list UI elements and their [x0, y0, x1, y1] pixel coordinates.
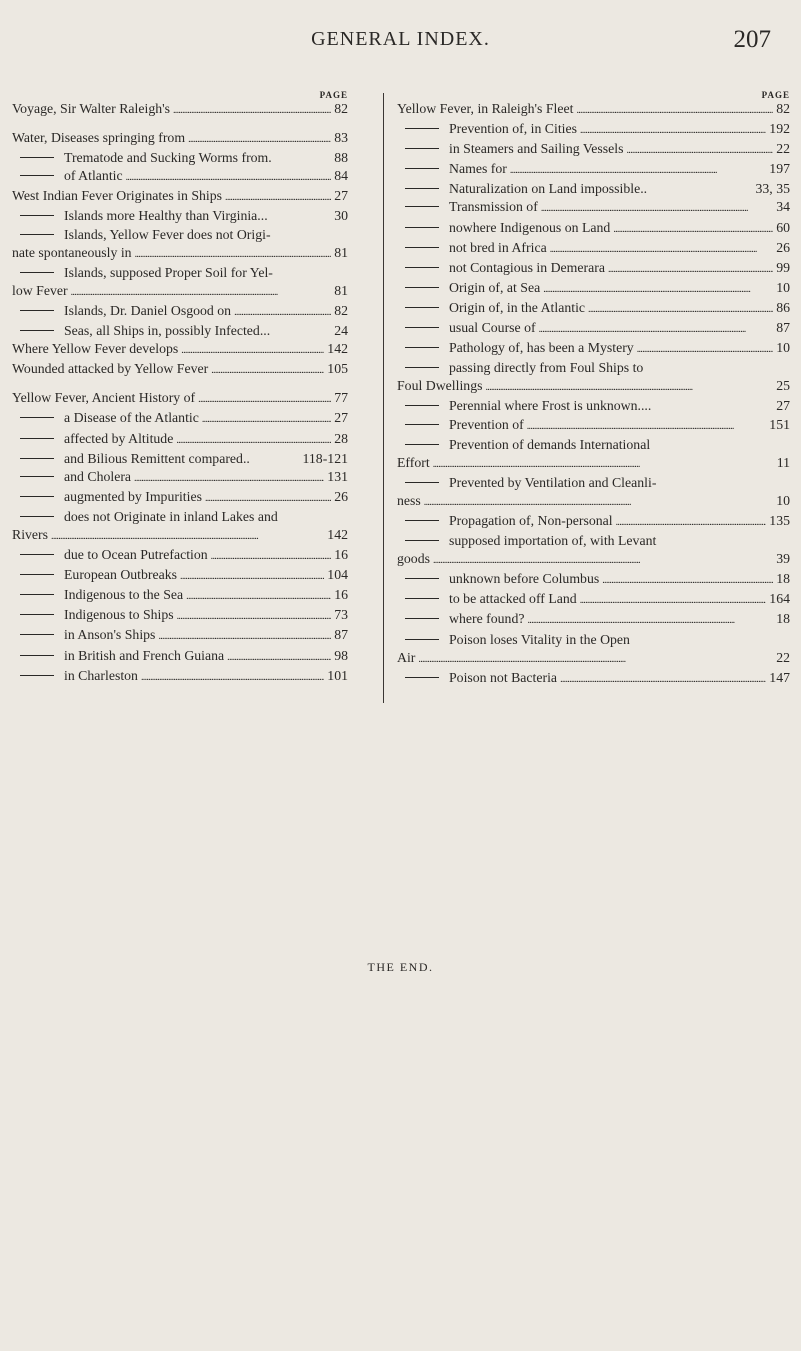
dot-leader [211, 546, 332, 566]
index-entry [12, 526, 348, 546]
dot-leader [211, 360, 324, 380]
index-entry [12, 129, 348, 149]
entry-page-number: 81 [334, 244, 348, 260]
entry-page-number: 27 [776, 398, 790, 414]
index-entry [12, 100, 348, 120]
entry-page-number: 84 [334, 168, 348, 184]
dot-leader [527, 416, 767, 436]
dot-leader [637, 339, 774, 359]
left-entries-list [12, 100, 348, 687]
index-entry [397, 512, 790, 532]
dot-leader [608, 259, 773, 279]
entry-text: Names for [449, 161, 507, 177]
entry-page-number: 142 [327, 526, 348, 542]
entry-text: due to Ocean Putrefaction [64, 547, 208, 563]
entry-text: nate spontaneously in [12, 244, 132, 260]
entry-text: unknown before Columbus [449, 571, 600, 587]
dot-leader [616, 512, 767, 532]
dot-leader [134, 468, 324, 488]
entry-text: Origin of, at Sea [449, 279, 541, 295]
index-entry [12, 207, 348, 225]
page-column-label: PAGE [761, 90, 790, 100]
dot-leader [580, 120, 766, 140]
entry-page-number: 81 [334, 282, 348, 298]
ditto-dash [20, 157, 54, 158]
index-entry [12, 546, 348, 566]
index-entry [397, 416, 790, 436]
index-entry [397, 339, 790, 359]
ditto-dash [405, 347, 439, 348]
entry-text: Indigenous to the Sea [64, 587, 184, 603]
entry-text: Water, Diseases springing from [12, 130, 186, 146]
ditto-dash [20, 634, 54, 635]
ditto-dash [405, 206, 439, 207]
dot-leader [510, 160, 766, 180]
ditto-dash [405, 307, 439, 308]
entry-text: and Cholera [64, 468, 132, 484]
ditto-dash [20, 310, 54, 311]
entry-page-number: 192 [769, 121, 790, 137]
entry-page-number: 27 [334, 410, 348, 426]
index-entry [12, 226, 348, 244]
entry-page-number: 118-121 [302, 450, 348, 466]
entry-text: goods [397, 551, 430, 567]
dot-leader [580, 590, 767, 610]
ditto-dash [20, 476, 54, 477]
entry-text: Prevention of demands International [449, 436, 651, 452]
ditto-dash [405, 367, 439, 368]
entry-page-number: 142 [327, 341, 348, 357]
entry-text: Islands, supposed Proper Soil for Yel- [64, 264, 273, 280]
ditto-dash [20, 496, 54, 497]
ditto-dash [405, 287, 439, 288]
entry-text: Islands, Yellow Fever does not Origi- [64, 226, 271, 242]
index-entry [12, 264, 348, 282]
entry-page-number: 82 [334, 302, 348, 318]
index-entry [12, 468, 348, 488]
dot-leader [560, 669, 766, 689]
entry-text: not bred in Africa [449, 239, 547, 255]
entry-text: Voyage, Sir Walter Raleigh's [12, 101, 170, 116]
entry-text: Where Yellow Fever develops [12, 341, 179, 357]
dot-leader [135, 244, 332, 264]
entry-text: and Bilious Remittent compared.. [64, 450, 250, 466]
dot-leader [181, 340, 324, 360]
entry-page-number: 16 [334, 587, 348, 603]
dot-leader [539, 319, 774, 339]
dot-leader [180, 566, 324, 586]
ditto-dash [20, 675, 54, 676]
index-entry [397, 377, 790, 397]
ditto-dash [20, 655, 54, 656]
index-entry [397, 436, 790, 454]
dot-leader [205, 488, 331, 508]
entry-text: of Atlantic [64, 168, 123, 184]
dot-leader [550, 239, 774, 259]
entry-page-number: 11 [776, 454, 790, 470]
index-column-right [397, 90, 790, 689]
dot-leader [202, 409, 331, 429]
entry-page-number: 27 [334, 188, 348, 204]
entry-page-number: 87 [776, 320, 790, 336]
index-entry [12, 187, 348, 207]
index-entry [12, 340, 348, 360]
index-entry [397, 570, 790, 590]
entry-text: where found? [449, 611, 525, 627]
entry-page-number: 82 [334, 101, 348, 116]
entry-page-number: 16 [334, 547, 348, 563]
dot-leader [173, 100, 331, 120]
index-entry [397, 160, 790, 180]
dot-leader [576, 100, 773, 120]
entry-page-number: 197 [769, 161, 790, 177]
ditto-dash [405, 405, 439, 406]
entry-page-number: 33, 35 [755, 181, 790, 197]
entry-page-number: 22 [776, 649, 790, 665]
dot-leader [141, 667, 324, 687]
entry-page-number: 30 [334, 208, 348, 224]
dot-leader [424, 492, 773, 512]
index-entry [397, 180, 790, 198]
entry-text: Islands more Healthy than Virginia... [64, 208, 268, 224]
ditto-dash [405, 148, 439, 149]
dot-leader [588, 299, 773, 319]
ditto-dash [405, 227, 439, 228]
entry-page-number: 147 [769, 669, 790, 685]
index-entry [397, 550, 790, 570]
ditto-dash [20, 438, 54, 439]
dot-leader [418, 649, 773, 669]
dot-leader [158, 626, 331, 646]
entry-text: Wounded attacked by Yellow Fever [12, 361, 209, 377]
ditto-dash [20, 417, 54, 418]
ditto-dash [405, 677, 439, 678]
the-end-text: THE END. [367, 960, 434, 974]
entry-page-number: 83 [334, 130, 348, 146]
dot-leader [177, 606, 332, 626]
index-entry [12, 409, 348, 429]
index-entry [12, 430, 348, 450]
ditto-dash [405, 188, 439, 189]
dot-leader [543, 279, 773, 299]
index-entry [397, 120, 790, 140]
entry-page-number: 10 [776, 492, 790, 508]
page-header-title: GENERAL INDEX. [311, 28, 490, 50]
entry-text: Islands, Dr. Daniel Osgood on [64, 302, 232, 318]
entry-page-number: 60 [776, 219, 790, 235]
entry-text: Poison not Bacteria [449, 669, 558, 685]
dot-leader [198, 389, 331, 409]
entry-gap [12, 380, 348, 389]
entry-page-number: 164 [769, 591, 790, 607]
entry-text: Seas, all Ships in, possibly Infected... [64, 323, 271, 339]
index-entry [397, 397, 790, 415]
index-entry [12, 606, 348, 626]
ditto-dash [20, 614, 54, 615]
entry-page-number: 10 [776, 279, 790, 295]
entry-text: passing directly from Foul Ships to [449, 360, 644, 376]
ditto-dash [20, 215, 54, 216]
index-entry [397, 239, 790, 259]
right-entries-list [397, 100, 790, 689]
entry-text: Air [397, 649, 416, 665]
index-entry [12, 450, 348, 468]
ditto-dash [20, 234, 54, 235]
entry-page-number: 39 [776, 551, 790, 567]
entry-text: low Fever [12, 282, 68, 298]
dot-leader [541, 198, 773, 218]
entry-text: Effort [397, 454, 430, 470]
ditto-dash [405, 520, 439, 521]
index-entry [397, 631, 790, 649]
page-column-label: PAGE [319, 90, 348, 100]
entry-text: augmented by Impurities [64, 488, 202, 504]
column-divider [383, 93, 384, 703]
entry-page-number: 24 [334, 323, 348, 339]
entry-page-number: 34 [776, 199, 790, 215]
index-entry [397, 259, 790, 279]
entry-page-number: 18 [776, 571, 790, 587]
index-entry [12, 244, 348, 264]
entry-page-number: 28 [334, 430, 348, 446]
index-column-left [12, 90, 348, 687]
ditto-dash [405, 267, 439, 268]
entry-gap [12, 120, 348, 129]
entry-page-number: 22 [776, 141, 790, 157]
entry-page-number: 26 [334, 488, 348, 504]
index-entry [12, 488, 348, 508]
index-entry [397, 532, 790, 550]
entry-page-number: 26 [776, 239, 790, 255]
ditto-dash [405, 424, 439, 425]
ditto-dash [20, 594, 54, 595]
entry-text: a Disease of the Atlantic [64, 410, 199, 426]
entry-text: Poison loses Vitality in the Open [449, 631, 630, 647]
entry-page-number: 151 [769, 416, 790, 432]
entry-page-number: 86 [776, 299, 790, 315]
entry-text: European Outbreaks [64, 567, 178, 583]
entry-text: West Indian Fever Originates in Ships [12, 188, 223, 204]
dot-leader [602, 570, 773, 590]
entry-page-number: 25 [776, 378, 790, 394]
ditto-dash [405, 639, 439, 640]
entry-page-number: 105 [327, 361, 348, 377]
entry-text: in British and French Guiana [64, 647, 225, 663]
ditto-dash [405, 578, 439, 579]
index-entry [12, 667, 348, 687]
entry-text: Prevention of, in Cities [449, 121, 577, 137]
entry-text: Trematode and Sucking Worms from. [64, 150, 272, 166]
entry-text: to be attacked off Land [449, 591, 577, 607]
entry-page-number: 18 [776, 611, 790, 627]
index-entry [397, 649, 790, 669]
index-entry [12, 149, 348, 167]
entry-text: Indigenous to Ships [64, 607, 174, 623]
entry-text: nowhere Indigenous on Land [449, 219, 611, 235]
index-entry [397, 454, 790, 474]
ditto-dash [20, 272, 54, 273]
ditto-dash [20, 554, 54, 555]
ditto-dash [20, 330, 54, 331]
entry-page-number: 135 [769, 512, 790, 528]
entry-text: Rivers [12, 526, 49, 542]
ditto-dash [405, 598, 439, 599]
entry-page-number: 131 [327, 468, 348, 484]
index-entry [12, 626, 348, 646]
dot-leader [485, 377, 773, 397]
entry-text: Yellow Fever, Ancient History of [12, 390, 196, 406]
entry-text: Pathology of, has been a Mystery [449, 340, 634, 356]
entry-page-number: 101 [327, 667, 348, 683]
index-entry [397, 100, 790, 120]
ditto-dash [20, 458, 54, 459]
dot-leader [433, 550, 773, 570]
index-entry [397, 198, 790, 218]
dot-leader [176, 430, 331, 450]
dot-leader [188, 129, 331, 149]
dot-leader [227, 647, 331, 667]
dot-leader [186, 586, 331, 606]
index-entry [397, 359, 790, 377]
entry-text: Prevented by Ventilation and Cleanli- [449, 474, 657, 490]
entry-text: supposed importation of, with Levant [449, 533, 657, 549]
entry-text: Prevention of [449, 416, 524, 432]
index-entry [12, 566, 348, 586]
index-entry [12, 586, 348, 606]
dot-leader [225, 187, 331, 207]
entry-text: in Anson's Ships [64, 627, 156, 643]
entry-text: Propagation of, Non-personal [449, 512, 613, 528]
entry-page-number: 104 [327, 567, 348, 583]
entry-page-number: 87 [334, 627, 348, 643]
ditto-dash [405, 128, 439, 129]
index-entry [397, 219, 790, 239]
ditto-dash [20, 175, 54, 176]
index-entry [12, 389, 348, 409]
ditto-dash [405, 444, 439, 445]
entry-text: does not Originate in inland Lakes and [64, 508, 278, 524]
entry-text: Transmission of [449, 199, 538, 215]
entry-text: Foul Dwellings [397, 378, 483, 394]
dot-leader [51, 526, 324, 546]
index-entry [397, 474, 790, 492]
index-entry [12, 302, 348, 322]
index-entry [12, 508, 348, 526]
ditto-dash [405, 618, 439, 619]
entry-page-number: 99 [776, 259, 790, 275]
index-entry [397, 140, 790, 160]
entry-text: in Steamers and Sailing Vessels [449, 141, 624, 157]
entry-text: Origin of, in the Atlantic [449, 299, 586, 315]
entry-text: Perennial where Frost is unknown.... [449, 398, 652, 414]
index-entry [397, 299, 790, 319]
entry-text: in Charleston [64, 667, 138, 683]
index-entry [397, 610, 790, 630]
dot-leader [126, 167, 332, 187]
ditto-dash [405, 540, 439, 541]
ditto-dash [405, 327, 439, 328]
entry-page-number: 77 [334, 390, 348, 406]
index-entry [12, 360, 348, 380]
ditto-dash [20, 574, 54, 575]
entry-text: ness [397, 492, 421, 508]
index-entry [397, 669, 790, 689]
dot-leader [234, 302, 331, 322]
entry-page-number: 10 [776, 340, 790, 356]
dot-leader [433, 454, 774, 474]
entry-page-number: 88 [334, 150, 348, 166]
index-entry [397, 319, 790, 339]
index-entry [397, 590, 790, 610]
entry-text: Yellow Fever, in Raleigh's Fleet [397, 101, 574, 116]
ditto-dash [405, 247, 439, 248]
dot-leader [627, 140, 774, 160]
ditto-dash [405, 482, 439, 483]
index-entry [12, 167, 348, 187]
entry-text: affected by Altitude [64, 430, 174, 446]
dot-leader [71, 282, 332, 302]
entry-text: usual Course of [449, 320, 536, 336]
index-entry [12, 647, 348, 667]
entry-page-number: 73 [334, 607, 348, 623]
index-entry [12, 282, 348, 302]
entry-page-number: 82 [776, 101, 790, 116]
ditto-dash [405, 168, 439, 169]
page-number: 207 [733, 26, 771, 53]
dot-leader [613, 219, 773, 239]
index-entry [12, 322, 348, 340]
dot-leader [527, 610, 773, 630]
entry-page-number: 98 [334, 647, 348, 663]
index-entry [397, 492, 790, 512]
ditto-dash [20, 516, 54, 517]
entry-text: Naturalization on Land impossible.. [449, 181, 648, 197]
entry-text: not Contagious in Demerara [449, 259, 605, 275]
index-entry [397, 279, 790, 299]
